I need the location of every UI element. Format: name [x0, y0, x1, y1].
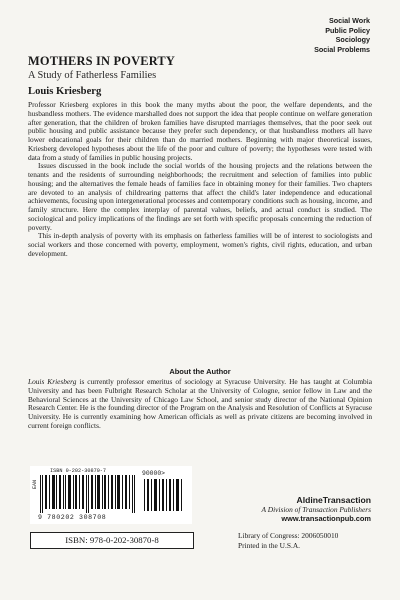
about-author-text — [28, 378, 372, 431]
book-title: MOTHERS IN POVERTY — [28, 54, 176, 68]
book-author: Louis Kriesberg — [28, 86, 102, 97]
barcode-addon-bars — [144, 479, 184, 511]
subject-item: Social Work — [328, 16, 370, 25]
book-description — [28, 101, 372, 259]
about-author-name: Louis Kriesberg — [28, 377, 77, 386]
description-paragraph: This in-depth analysis of poverty with its emphasis on fatherless families will be of interest to sociologists and social workers and those concerned with poverty, employment, women's rights, civil rights, education, and urban development. — [28, 231, 372, 258]
publisher-name: AldineTransaction — [296, 495, 371, 505]
isbn-box: ISBN: 978-0-202-30870-8 — [30, 532, 194, 549]
barcode-price-code: 90000> — [142, 470, 166, 477]
subject-categories — [314, 16, 370, 54]
about-author-bio: is currently professor emeritus of sociology at Syracuse University. He has taught at Columbia University and has been Fulbright Research Scholar at the University of Cologne, senior fellow in Law and the Behavioral Sciences at the University of Chicago Law School, and senior study director of the National Opinion Research Center. He is the founding director of the Program on the Analysis and Resolution of Conflicts at Syracuse University. He is currently examining how American officials as well as private citizens are becoming involved in current foreign conflicts. — [28, 377, 373, 430]
printed-in: Printed in the U.S.A. — [238, 540, 300, 550]
barcode — [30, 466, 192, 524]
description-paragraph: Issues discussed in the book include the social worlds of the housing projects and the relations between the tenants and the residents of surrounding neighborhoods; the recruitment and selection of families into public housing; and the alternatives the female heads of families face in obtaining money for their families. Two chapters are devoted to an analysis of childrearing patterns that affect the child's later independence and educational achievements, focusing upon intergenerational processes and contemporary conditions such as housing, income, and family structure. Here the complex interplay of parental values, beliefs, and actual conduct is studied. The sociological and policy implications of the findings are set forth with specific proposals concerning the reduction of poverty. — [28, 161, 372, 232]
barcode-isbn-label: ISBN 0-202-30870-7 — [50, 468, 107, 474]
barcode-ean-label: EAN — [32, 480, 38, 490]
publisher-division: A Division of Transaction Publishers — [261, 505, 371, 514]
subject-item: Public Policy — [325, 25, 370, 35]
publisher-block — [262, 496, 372, 523]
library-info — [238, 531, 338, 550]
publisher-url: www.transactionpub.com — [281, 514, 371, 523]
barcode-digits: 9 780202 308708 — [38, 514, 107, 521]
subject-item: Sociology — [335, 35, 370, 45]
book-subtitle: A Study of Fatherless Families — [28, 70, 157, 81]
library-of-congress: Library of Congress: 2006050010 — [238, 531, 339, 540]
about-author-heading: About the Author — [169, 367, 231, 376]
description-paragraph: Professor Kriesberg explores in this book the many myths about the poor, the welfare dependents, and the husbandless mothers. The evidence marshalled does not support the idea that people continue on welfare generation after generation, that the children of broken families have disrupted marriages themselves, that the poor seek out public housing and public assistance because they prefer such dependency, or that husbandless mothers all have lower educational goals for their children than do married mothers. Beginning with major theoretical issues, Kriesberg developed hypotheses about the life of the poor and culture of poverty; the hypotheses were tested with data from a study of families in public housing projects. — [28, 100, 372, 162]
barcode-bars — [40, 475, 136, 513]
subject-item: Social Problems — [314, 44, 370, 54]
